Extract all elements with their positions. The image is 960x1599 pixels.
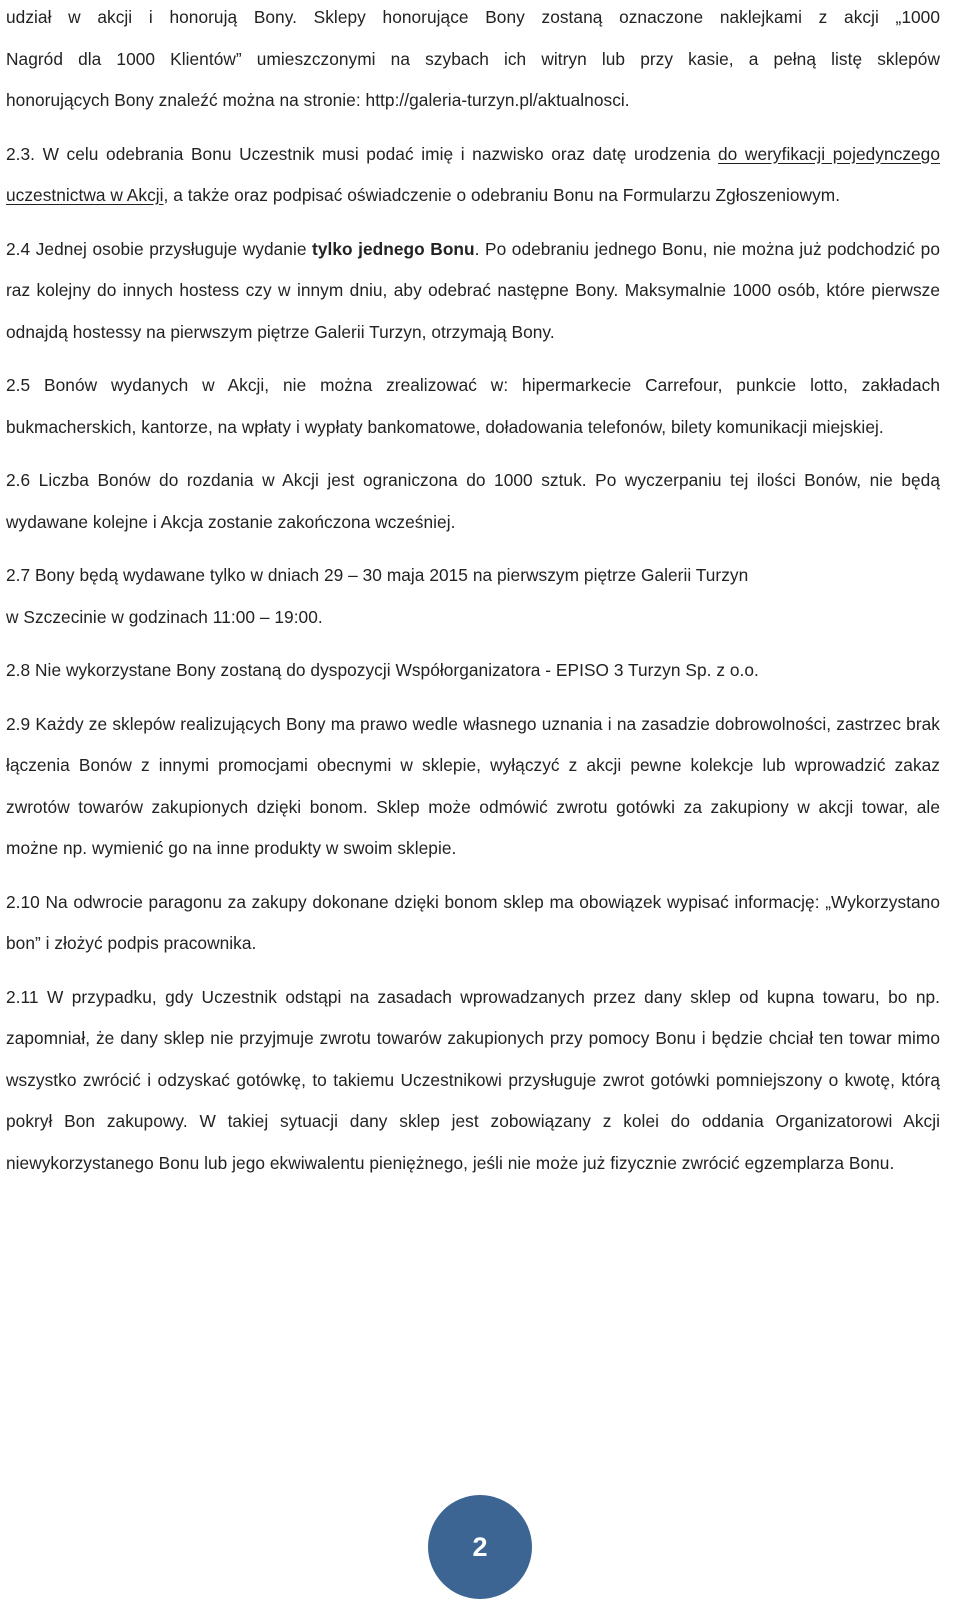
- text: . Po odebraniu jednego Bonu, nie można już podchodzić po raz kolejny do innych hostess czy w innym dniu, aby odebrać następne Bony. Maksymalnie 1000 osób, które pierwsze odnajdą hostessy na pierwszym piętrze Galerii Turzyn, otrzymają Bony.: [6, 238, 940, 342]
- paragraph-2-10: 2.10 Na odwrocie paragonu za zakupy dokonane dzięki bonom sklep ma obowiązek wypisać informację: „Wykorzystano bon” i złożyć podpis pracownika.: [6, 891, 940, 953]
- paragraph-2-3: [6, 134, 940, 217]
- line: Nagród dla 1000 Klientów” umieszczonymi na szybach ich witryn lub przy kasie, a pełną listę sklepów: [6, 48, 940, 69]
- paragraph-2-8: 2.8 Nie wykorzystane Bony zostaną do dyspozycji Współorganizatora - EPISO 3 Turzyn Sp. z o.o.: [6, 660, 759, 680]
- text: , a także oraz podpisać oświadczenie o odebraniu Bonu na Formularzu Zgłoszeniowym.: [163, 185, 841, 205]
- page-number-badge: [428, 1495, 532, 1599]
- paragraph-2-9: 2.9 Każdy ze sklepów realizujących Bony ma prawo wedle własnego uznania i na zasadzie dobrowolności, zastrzec brak łączenia Bonów z innymi promocjami obecnymi w sklepie, wyłączyć z akcji pewne kolekcje lub wprowadzić zakaz zwrotów towarów zakupionych dzięki bonom. Sklep może odmówić zwrotu gotówki za zakupiony w akcji towar, ale możne np. wymienić go na inne produkty w swoim sklepie.: [6, 713, 940, 858]
- paragraph-2-5: 2.5 Bonów wydanych w Akcji, nie można zrealizować w: hipermarkecie Carrefour, punkcie lotto, zakładach bukmacherskich, kantorze, na wpłaty i wypłaty bankomatowe, doładowania telefonów, bilety komunikacji miejskiej.: [6, 375, 940, 437]
- page-number: 2: [472, 1531, 488, 1562]
- document-page: [6, 0, 940, 1184]
- underlined-text: do weryfikacji pojedynczego uczestnictwa w Akcji: [6, 143, 940, 205]
- paragraph-2-11: 2.11 W przypadku, gdy Uczestnik odstąpi na zasadach wprowadzanych przez dany sklep od kupna towaru, bo np. zapomniał, że dany sklep nie przyjmuje zwrotu towarów zakupionych przy pomocy Bonu i będzie chciał ten towar mimo wszystko zwrócić i odzyskać gotówkę, to takiemu Uczestnikowi przysługuje zwrot gotówki pomniejszony o kwotę, którą pokrył Bon zakupowy. W takiej sytuacji dany sklep jest zobowiązany z kolei do oddania Organizatorowi Akcji niewykorzystanego Bonu lub jego ekwiwalentu pieniężnego, jeśli nie może już fizycznie zwrócić egzemplarza Bonu.: [6, 986, 940, 1173]
- paragraph-2-7: [6, 555, 940, 638]
- paragraph-2-6: 2.6 Liczba Bonów do rozdania w Akcji jest ograniczona do 1000 sztuk. Po wyczerpaniu tej ilości Bonów, nie będą wydawane kolejne i Akcja zostanie zakończona wcześniej.: [6, 470, 940, 532]
- line: honorujących Bony znaleźć można na stronie: http://galeria-turzyn.pl/aktualnosci.: [6, 90, 630, 110]
- line: 2.7 Bony będą wydawane tylko w dniach 29 – 30 maja 2015 na pierwszym piętrze Galerii Turzyn: [6, 565, 749, 585]
- line: w Szczecinie w godzinach 11:00 – 19:00.: [6, 606, 323, 627]
- paragraph-2-4: [6, 229, 940, 354]
- paragraph-2-2-continued: [6, 0, 940, 122]
- line: udział w akcji i honorują Bony. Sklepy honorujące Bony zostaną oznaczone naklejkami z akcji „1000: [6, 7, 940, 27]
- text: 2.3. W celu odebrania Bonu Uczestnik musi podać imię i nazwisko oraz datę urodzenia: [6, 143, 718, 164]
- bold-text: tylko jednego Bonu: [312, 238, 475, 259]
- text: 2.4 Jednej osobie przysługuje wydanie: [6, 238, 313, 259]
